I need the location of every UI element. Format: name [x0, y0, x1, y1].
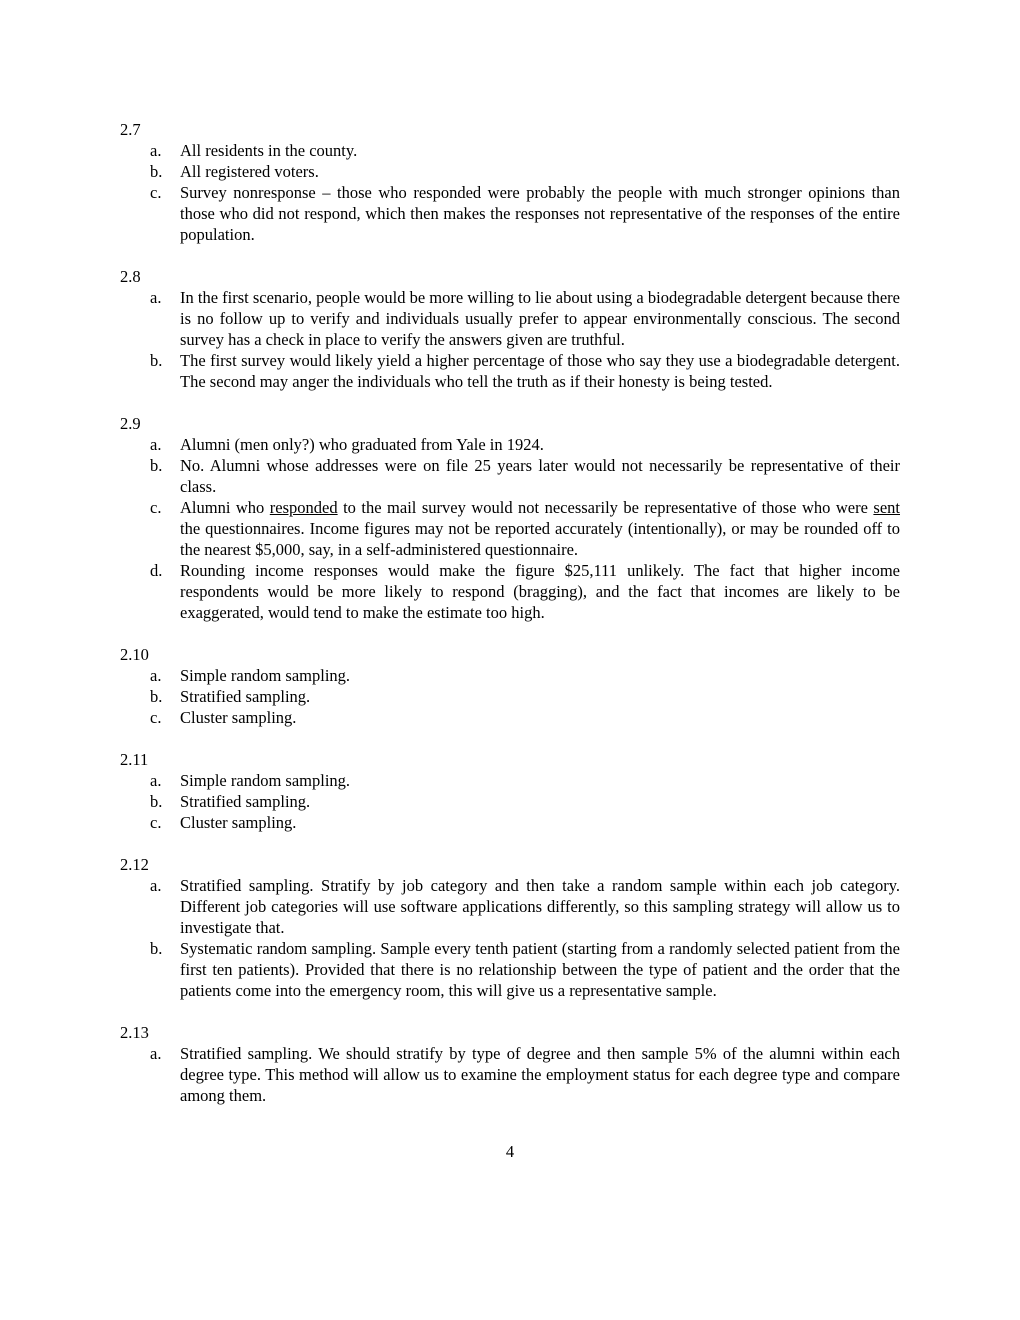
item-text: Alumni (men only?) who graduated from Yale in 1924.	[180, 435, 544, 454]
item-text	[180, 498, 900, 559]
answer-item	[120, 455, 900, 497]
item-text: In the first scenario, people would be more willing to lie about using a biodegradable detergent because there is no follow up to verify and individuals usually prefer to appear environmentally conscious. The second survey has a check in place to verify the answers given are truthful.	[180, 288, 900, 349]
problem-number: 2.8	[120, 267, 141, 286]
problem-2-12	[120, 854, 900, 1001]
item-text: No. Alumni whose addresses were on file 25 years later would not necessarily be representative of their class.	[180, 456, 900, 496]
item-letter: a.	[150, 288, 162, 307]
item-text: All residents in the county.	[180, 141, 358, 160]
answer-item	[120, 686, 900, 707]
item-letter: b.	[150, 456, 163, 475]
answer-item	[120, 140, 900, 161]
problem-number: 2.7	[120, 120, 141, 139]
item-text: Stratified sampling. Stratify by job category and then take a random sample within each job category. Different job categories will use software applications differently, so this sampling strategy will allow us to investigate that.	[180, 876, 900, 937]
answer-item	[120, 182, 900, 245]
item-text: Systematic random sampling. Sample every tenth patient (starting from a randomly selected patient from the first ten patients). Provided that there is no relationship between the type of patient and the order that the patients come into the emergency room, this will give us a representative sample.	[180, 939, 900, 1000]
problem-number: 2.9	[120, 414, 141, 433]
item-letter: a.	[150, 876, 162, 895]
problem-2-13	[120, 1022, 900, 1106]
item-letter: a.	[150, 435, 162, 454]
item-text: Cluster sampling.	[180, 813, 297, 832]
item-text: Stratified sampling. We should stratify by type of degree and then sample 5% of the alumni within each degree type. This method will allow us to examine the employment status for each degree type and compare among them.	[180, 1044, 900, 1105]
item-letter: c.	[150, 183, 162, 202]
answer-item	[120, 875, 900, 938]
item-text: The first survey would likely yield a higher percentage of those who say they use a biodegradable detergent. The second may anger the individuals who tell the truth as if their honesty is being tested.	[180, 351, 900, 391]
problem-number: 2.12	[120, 855, 149, 874]
answer-item	[120, 287, 900, 350]
text-part: to the mail survey would not necessarily be representative of those who were	[337, 498, 874, 517]
item-letter: b.	[150, 939, 163, 958]
item-letter: a.	[150, 1044, 162, 1063]
answer-item	[120, 1043, 900, 1106]
problem-number: 2.10	[120, 645, 149, 664]
problem-number: 2.13	[120, 1023, 149, 1042]
item-text: Rounding income responses would make the figure $25,111 unlikely. The fact that higher income respondents would be more likely to respond (bragging), and the fact that incomes are likely to be exaggerated, would tend to make the estimate too high.	[180, 561, 900, 622]
item-letter: a.	[150, 141, 162, 160]
item-letter: a.	[150, 666, 162, 685]
item-letter: c.	[150, 813, 162, 832]
item-letter: d.	[150, 561, 163, 580]
answer-item	[120, 665, 900, 686]
item-text: Simple random sampling.	[180, 771, 351, 790]
answer-item	[120, 812, 900, 833]
page-number: 4	[505, 1142, 515, 1161]
answer-item	[120, 434, 900, 455]
answer-item	[120, 938, 900, 1001]
item-text: Cluster sampling.	[180, 708, 297, 727]
underlined-word: sent	[873, 498, 900, 517]
answer-item	[120, 350, 900, 392]
problem-2-9	[120, 413, 900, 623]
item-letter: c.	[150, 708, 162, 727]
item-text: All registered voters.	[180, 162, 319, 181]
answer-item	[120, 707, 900, 728]
item-letter: b.	[150, 351, 163, 370]
item-text: Stratified sampling.	[180, 687, 311, 706]
text-part: the questionnaires. Income figures may not be reported accurately (intentionally), or may be rounded off to the nearest $5,000, say, in a self-administered questionnaire.	[180, 519, 900, 559]
item-text: Survey nonresponse – those who responded were probably the people with much stronger opinions than those who did not respond, which then makes the responses not representative of the responses of the entire population.	[180, 183, 900, 244]
item-letter: b.	[150, 162, 163, 181]
problem-number: 2.11	[120, 750, 149, 769]
answer-item	[120, 497, 900, 560]
item-text: Stratified sampling.	[180, 792, 311, 811]
answer-item	[120, 770, 900, 791]
problem-2-10	[120, 644, 900, 728]
underlined-word: responded	[269, 498, 338, 517]
item-letter: c.	[150, 498, 162, 517]
answer-item	[120, 560, 900, 623]
problem-2-7	[120, 119, 900, 245]
item-letter: b.	[150, 687, 163, 706]
problem-2-11	[120, 749, 900, 833]
item-letter: b.	[150, 792, 163, 811]
problem-2-8	[120, 266, 900, 392]
answer-item	[120, 161, 900, 182]
item-letter: a.	[150, 771, 162, 790]
text-part: Alumni who	[180, 498, 270, 517]
answer-item	[120, 791, 900, 812]
answers-content	[120, 119, 900, 1127]
item-text: Simple random sampling.	[180, 666, 351, 685]
